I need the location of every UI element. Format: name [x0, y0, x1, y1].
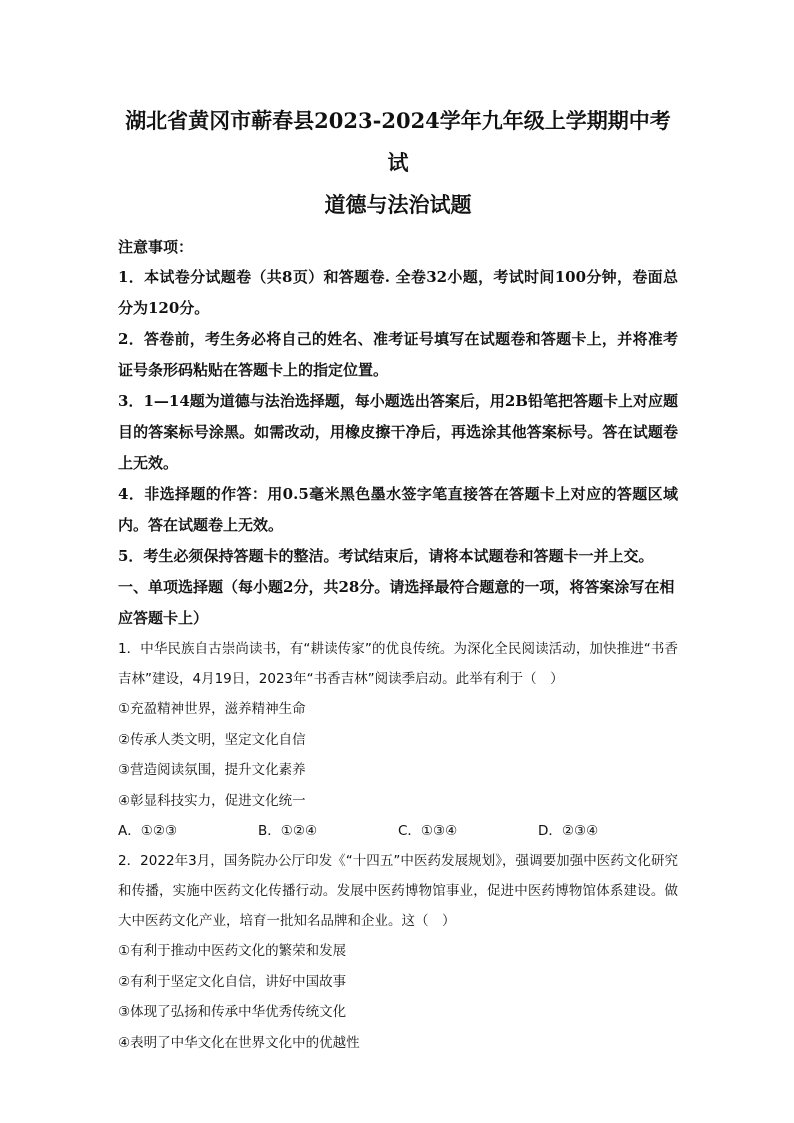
choice-b: B．①②④ [258, 823, 318, 839]
section-heading-single-choice: 一、单项选择题（每小题2分，共28分。请选择最符合题意的一项，将答案涂写在相应答题卡上） [118, 578, 675, 627]
question-1 [118, 634, 678, 846]
statement-2: ②传承人类文明，坚定文化自信 [118, 731, 306, 748]
statement-1: ①充盈精神世界，滋养精神生命 [118, 701, 306, 717]
statement-4: ④表明了中华文化在世界文化中的优越性 [118, 1034, 360, 1051]
statement-2: ②有利于坚定文化自信，讲好中国故事 [118, 973, 347, 990]
statement-3: ③营造阅读氛围，提升文化素养 [118, 762, 306, 778]
answer-choices [118, 816, 678, 846]
choice-a: A．①②③ [118, 823, 178, 839]
question-stem: 2．2022年3月，国务院办公厅印发《“十四五”中医药发展规划》，强调要加强中医药文化研究和传播，实施中医药文化传播行动。发展中医药博物馆事业，促进中医药博物馆体系建设。做大中医药文化产业，培育一批知名品牌和企业。这（ ） [118, 853, 678, 929]
question-stem: 1．中华民族自古崇尚读书，有“耕读传家”的优良传统。为深化全民阅读活动，加快推进“书香吉林”建设，4月19日，2023年“书香吉林”阅读季启动。此举有利于（ ） [118, 641, 678, 687]
exam-title-line-2: 道德与法治试题 [324, 192, 472, 217]
statement-4: ④彰显科技实力，促进文化统一 [118, 792, 306, 809]
exam-page [118, 100, 678, 1058]
choice-c: C．①③④ [398, 823, 458, 839]
exam-title-line-1: 湖北省黄冈市蕲春县2023-2024学年九年级上学期期中考试 [125, 108, 671, 175]
statement-1: ①有利于推动中医药文化的繁荣和发展 [118, 943, 347, 959]
notice-item-1: 1．本试卷分试题卷（共8页）和答题卷. 全卷32小题，考试时间100分钟，卷面总分为120分。 [118, 268, 678, 317]
choice-d: D．②③④ [538, 823, 599, 839]
notice-item-2: 2．答卷前，考生务必将自己的姓名、准考证号填写在试题卷和答题卡上，并将准考证号条形码粘贴在答题卡上的指定位置。 [118, 330, 678, 379]
notice-item-4: 4．非选择题的作答：用0.5毫米黑色墨水签字笔直接答在答题卡上对应的答题区域内。答在试题卷上无效。 [118, 485, 678, 534]
notice-heading: 注意事项： [118, 238, 194, 256]
notice-item-3: 3．1—14题为道德与法治选择题，每小题选出答案后，用2B铅笔把答题卡上对应题目的答案标号涂黑。如需改动，用橡皮擦干净后，再选涂其他答案标号。答在试题卷上无效。 [118, 392, 678, 472]
notice-item-5: 5．考生必须保持答题卡的整洁。考试结束后，请将本试题卷和答题卡一并上交。 [118, 547, 654, 565]
question-2 [118, 846, 678, 1058]
statement-3: ③体现了弘扬和传承中华优秀传统文化 [118, 1004, 347, 1020]
